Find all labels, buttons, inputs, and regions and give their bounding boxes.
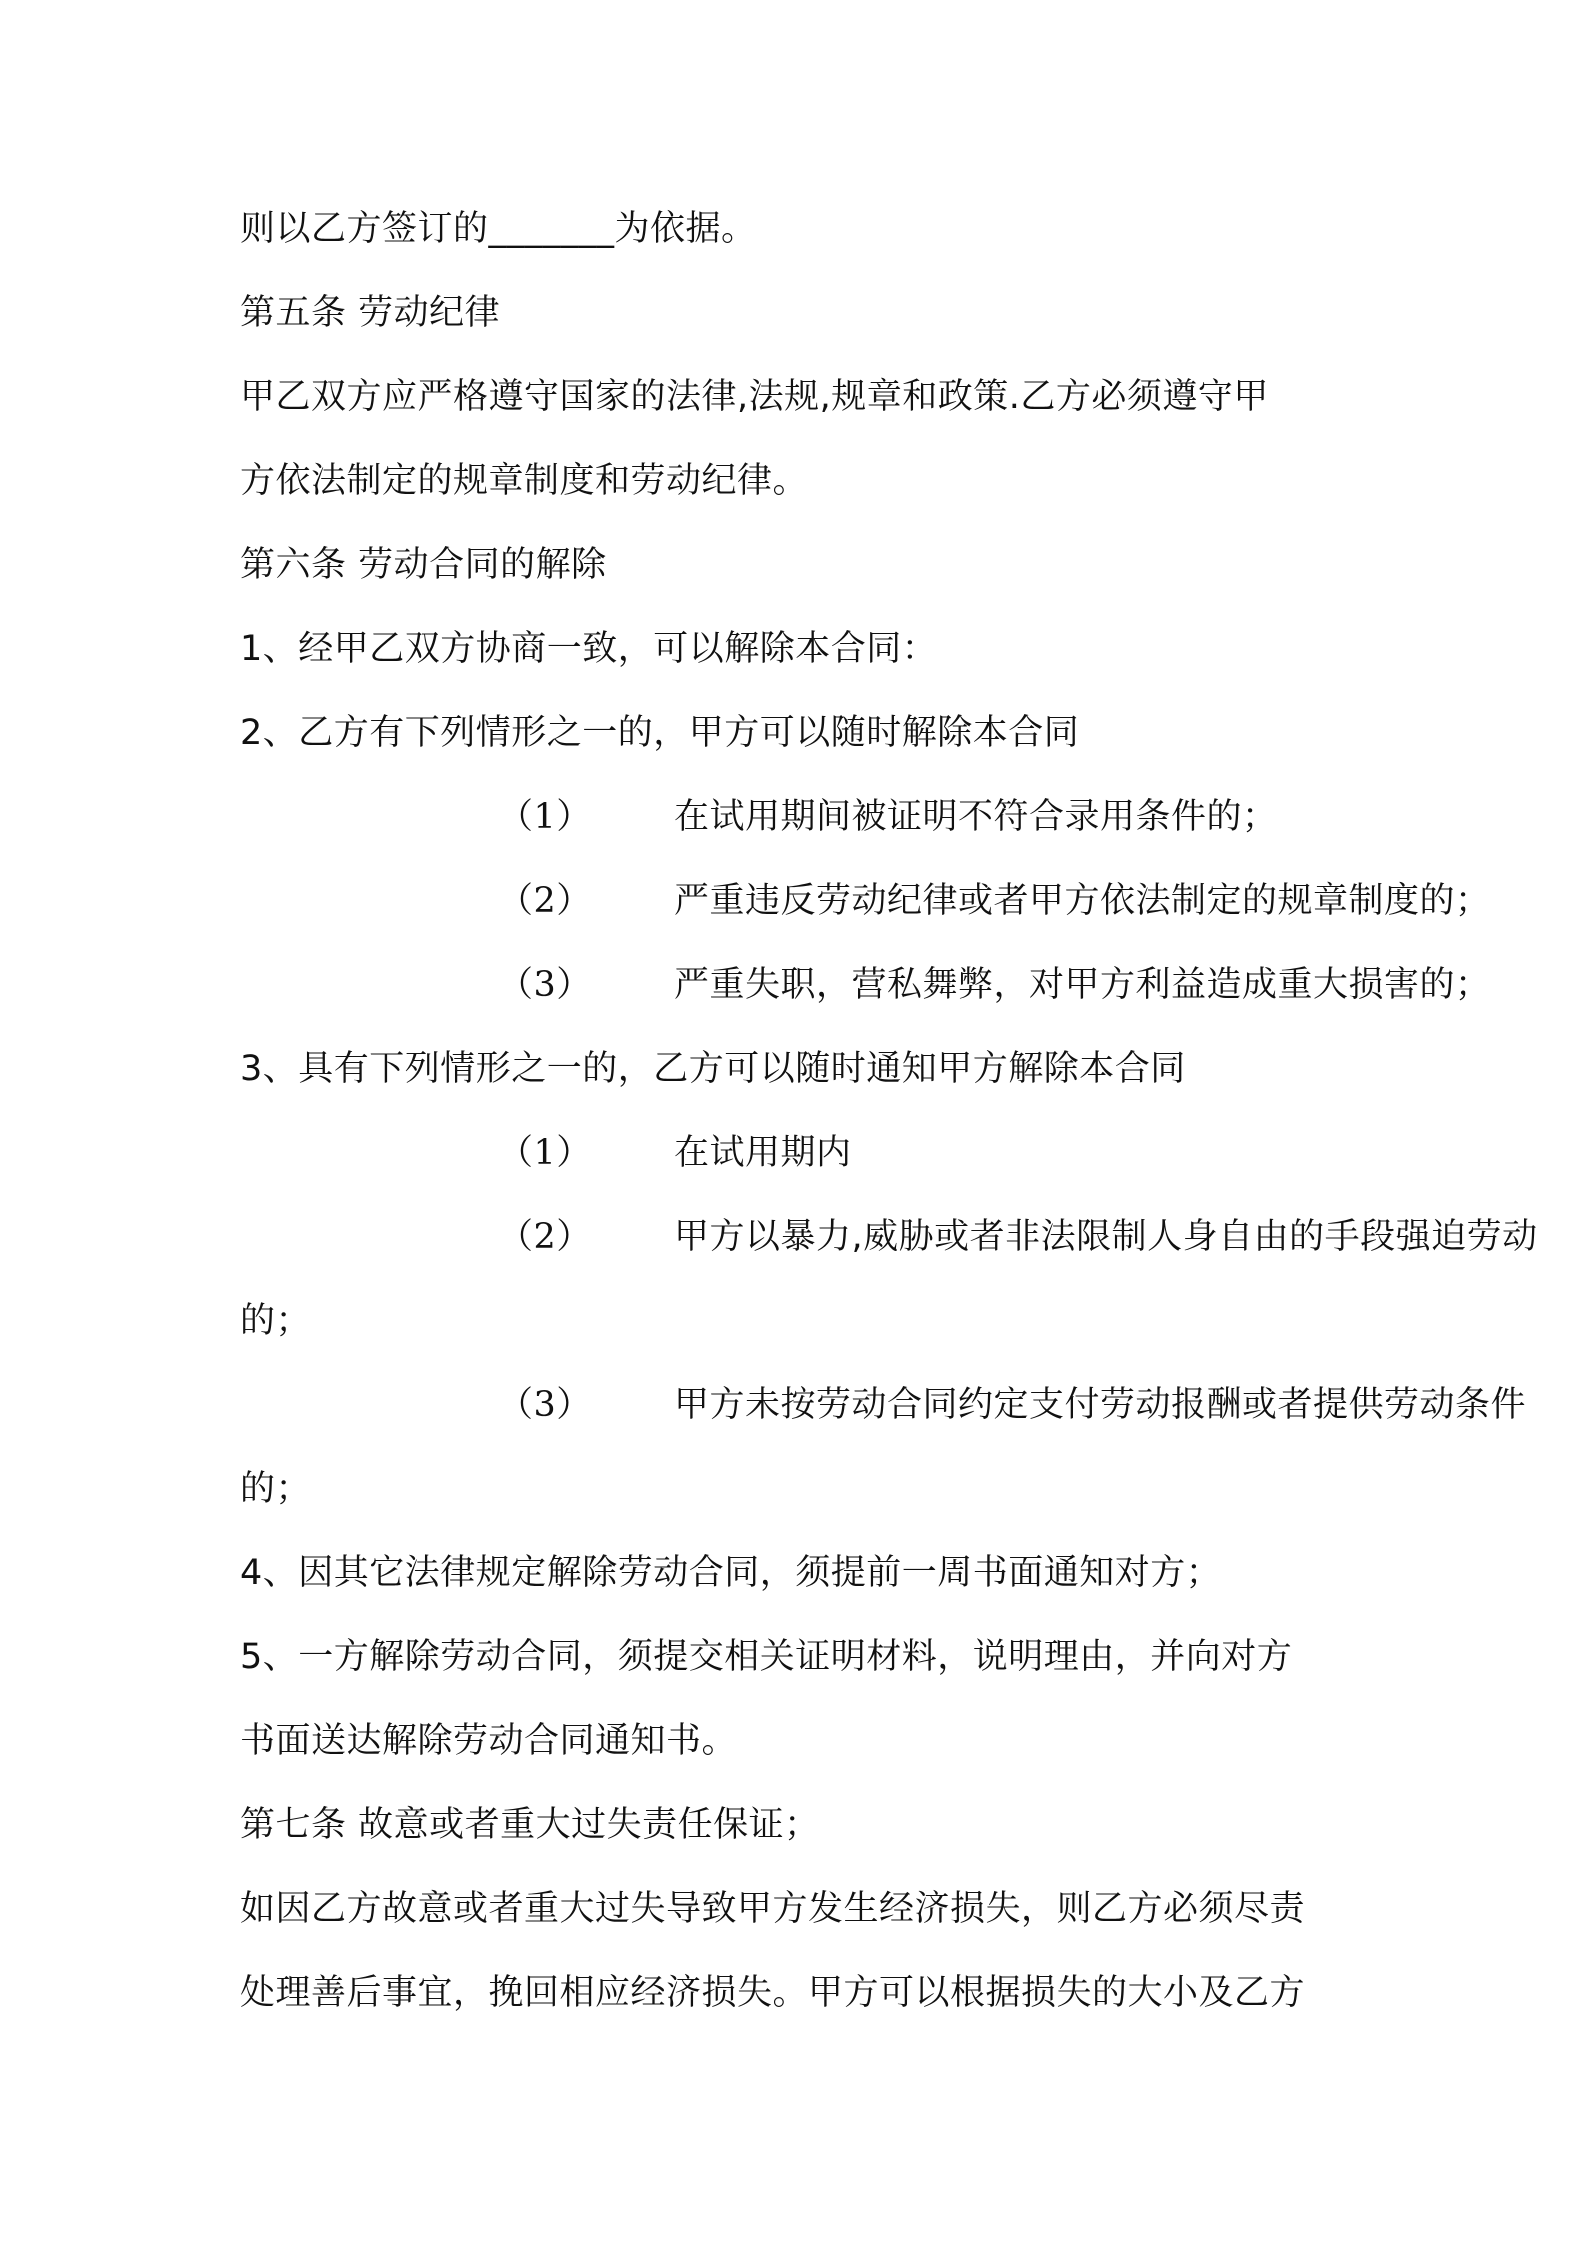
paragraph-line: 如因乙方故意或者重大过失导致甲方发生经济损失，则乙方必须尽责 [240, 1889, 1306, 1929]
item-text: 严重失职，营私舞弊，对甲方利益造成重大损害的； [674, 965, 1491, 1005]
article-5-heading: 第五条 劳动纪律 [240, 293, 501, 333]
item-text: 甲方未按劳动合同约定支付劳动报酬或者提供劳动条件 [674, 1385, 1527, 1425]
clause-4: 4、因其它法律规定解除劳动合同，须提前一周书面通知对方； [240, 1553, 1222, 1593]
paragraph-line: 处理善后事宜，挽回相应经济损失。甲方可以根据损失的大小及乙方 [240, 1973, 1306, 2013]
paragraph-line: 书面送达解除劳动合同通知书。 [240, 1721, 738, 1761]
paragraph-line: 甲乙双方应严格遵守国家的法律,法规,规章和政策.乙方必须遵守甲 [240, 377, 1269, 417]
paragraph-line: 的； [240, 1301, 312, 1341]
article-6-heading [240, 540, 1360, 590]
list-item [240, 1212, 1538, 1262]
paragraph-line: 则以乙方签订的_______为依据。 [240, 209, 757, 249]
list-item [240, 876, 1491, 926]
paragraph-line: 方依法制定的规章制度和劳动纪律。 [240, 461, 809, 501]
list-item [240, 792, 1360, 842]
article-6-heading-text: 第六条 劳动合同的解除 [240, 545, 607, 585]
item-number: （2） [498, 1217, 592, 1257]
clause-3: 3、具有下列情形之一的，乙方可以随时通知甲方解除本合同 [240, 1049, 1186, 1089]
article-7-heading-text: 第七条 故意或者重大过失责任保证； [240, 1805, 820, 1845]
clause-2: 2、乙方有下列情形之一的，甲方可以随时解除本合同 [240, 713, 1080, 753]
item-text: 在试用期内 [674, 1133, 852, 1173]
item-number: （1） [498, 1133, 592, 1173]
item-number: （3） [498, 1385, 592, 1425]
item-text: 严重违反劳动纪律或者甲方依法制定的规章制度的； [674, 881, 1491, 921]
item-number: （2） [498, 881, 592, 921]
item-number: （1） [498, 797, 592, 837]
article-7-heading [240, 1800, 1360, 1850]
clause-1: 1、经甲乙双方协商一致，可以解除本合同： [240, 629, 938, 669]
item-text: 在试用期间被证明不符合录用条件的； [674, 797, 1278, 837]
list-item [240, 1128, 1360, 1178]
list-item [240, 1380, 1527, 1430]
paragraph-line: 的； [240, 1469, 312, 1509]
list-item [240, 960, 1491, 1010]
clause-5: 5、一方解除劳动合同，须提交相关证明材料，说明理由，并向对方 [240, 1637, 1293, 1677]
item-text: 甲方以暴力,威胁或者非法限制人身自由的手段强迫劳动 [674, 1217, 1538, 1257]
item-number: （3） [498, 965, 592, 1005]
